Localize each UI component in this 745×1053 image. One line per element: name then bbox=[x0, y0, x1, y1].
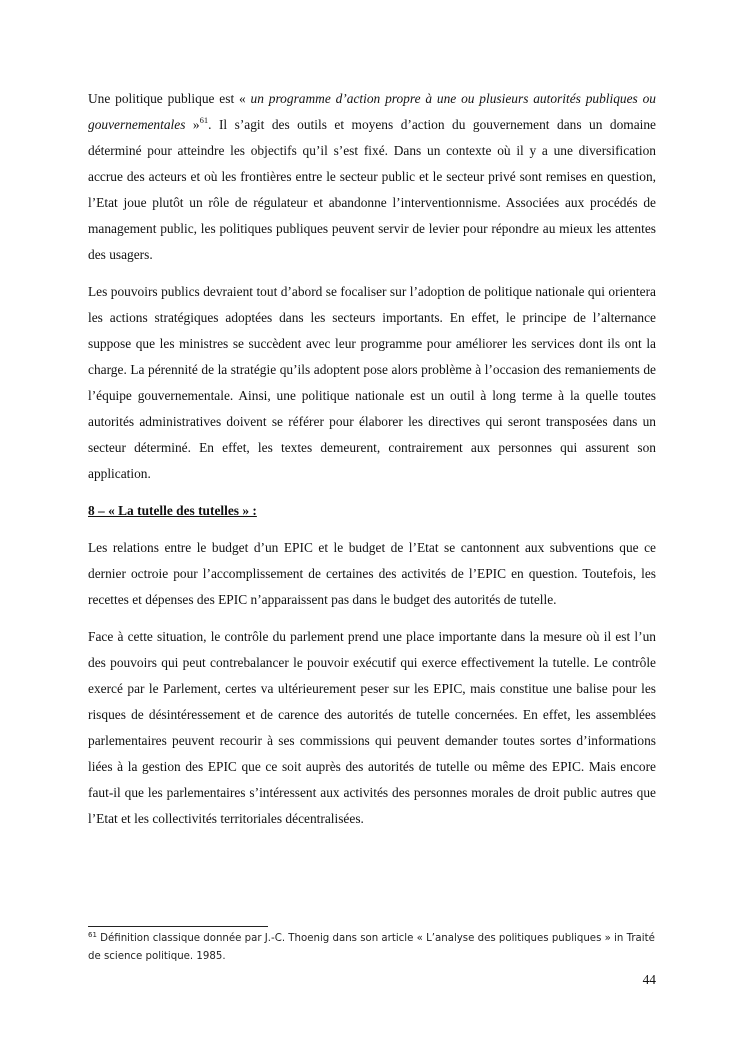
intro-lead: Une politique publique est « bbox=[88, 91, 251, 106]
footnote-separator bbox=[88, 926, 268, 927]
quote-close: » bbox=[185, 117, 200, 132]
paragraph: Les pouvoirs publics devraient tout d’abord se focaliser sur l’adoption de politique nationale qui orientera les actions stratégiques adoptées dans les secteurs importants. En effet, le principe de l’alternance suppose que les ministres se succèdent avec leur programme pour améliorer les services dont ils ont la charge. La pérennité de la stratégie qu’ils adoptent pose alors problème à l’occasion des remaniements de l’équipe gouvernementale. Ainsi, une politique nationale est un outil à long terme à la quelle toutes autorités administratives doivent se référer pour élaborer les directives qui seront transposées dans un secteur déterminé. En effet, les textes demeurent, contrairement aux personnes qui assurent son application. bbox=[88, 284, 656, 481]
page-number: 44 bbox=[642, 972, 656, 987]
intro-rest: . Il s’agit des outils et moyens d’action du gouvernement dans un domaine déterminé pour atteindre les objectifs qu’il s’est fixé. Dans un contexte où il y a une diversification accrue des acteurs et où les frontières entre le secteur public et le secteur privé sont remises en question, l’Etat joue plutôt un rôle de régulateur et abandonne l’interventionnisme. Associées aux procédés de management public, les politiques publiques peuvent servir de levier pour répondre au mieux les attentes des usagers. bbox=[88, 117, 656, 262]
definition-quote: un programme d’action propre à une ou plusieurs autorités publiques ou gouvernementales bbox=[88, 91, 656, 132]
footnote-number: 61 bbox=[88, 931, 97, 939]
footnote-reference[interactable]: 61 bbox=[199, 115, 209, 125]
paragraph: Les relations entre le budget d’un EPIC et le budget de l’Etat se cantonnent aux subventions que ce dernier octroie pour l’accomplissement de certaines des activités de l’EPIC en question. Toutefois, les recettes et dépenses des EPIC n’apparaissent pas dans le budget des autorités de tutelle. bbox=[88, 540, 656, 607]
section-heading: 8 – « La tutelle des tutelles » : bbox=[88, 503, 257, 518]
footnote bbox=[88, 930, 656, 966]
paragraph-intro bbox=[88, 86, 656, 268]
body-text bbox=[88, 86, 656, 843]
paragraph: Face à cette situation, le contrôle du parlement prend une place importante dans la mesure où il est l’un des pouvoirs qui peut contrebalancer le pouvoir exécutif qui exerce effectivement la tutelle. Le contrôle exercé par le Parlement, certes va ultérieurement peser sur les EPIC, mais constitue une balise pour les risques de désintéressement et de carence des autorités de tutelle concernées. En effet, les assemblées parlementaires peuvent recourir à ses commissions qui peuvent demander toutes sortes d’informations liées à la gestion des EPIC que ce soit auprès des autorités de tutelle ou même des EPIC. Mais encore faut-il que les parlementaires s’intéressent aux activités des personnes morales de droit public autres que l’Etat et les collectivités territoriales décentralisées. bbox=[88, 629, 656, 826]
footnote-text: Définition classique donnée par J.-C. Thoenig dans son article « L’analyse des politiques publiques » in Traité de science politique. 1985. bbox=[88, 933, 655, 962]
